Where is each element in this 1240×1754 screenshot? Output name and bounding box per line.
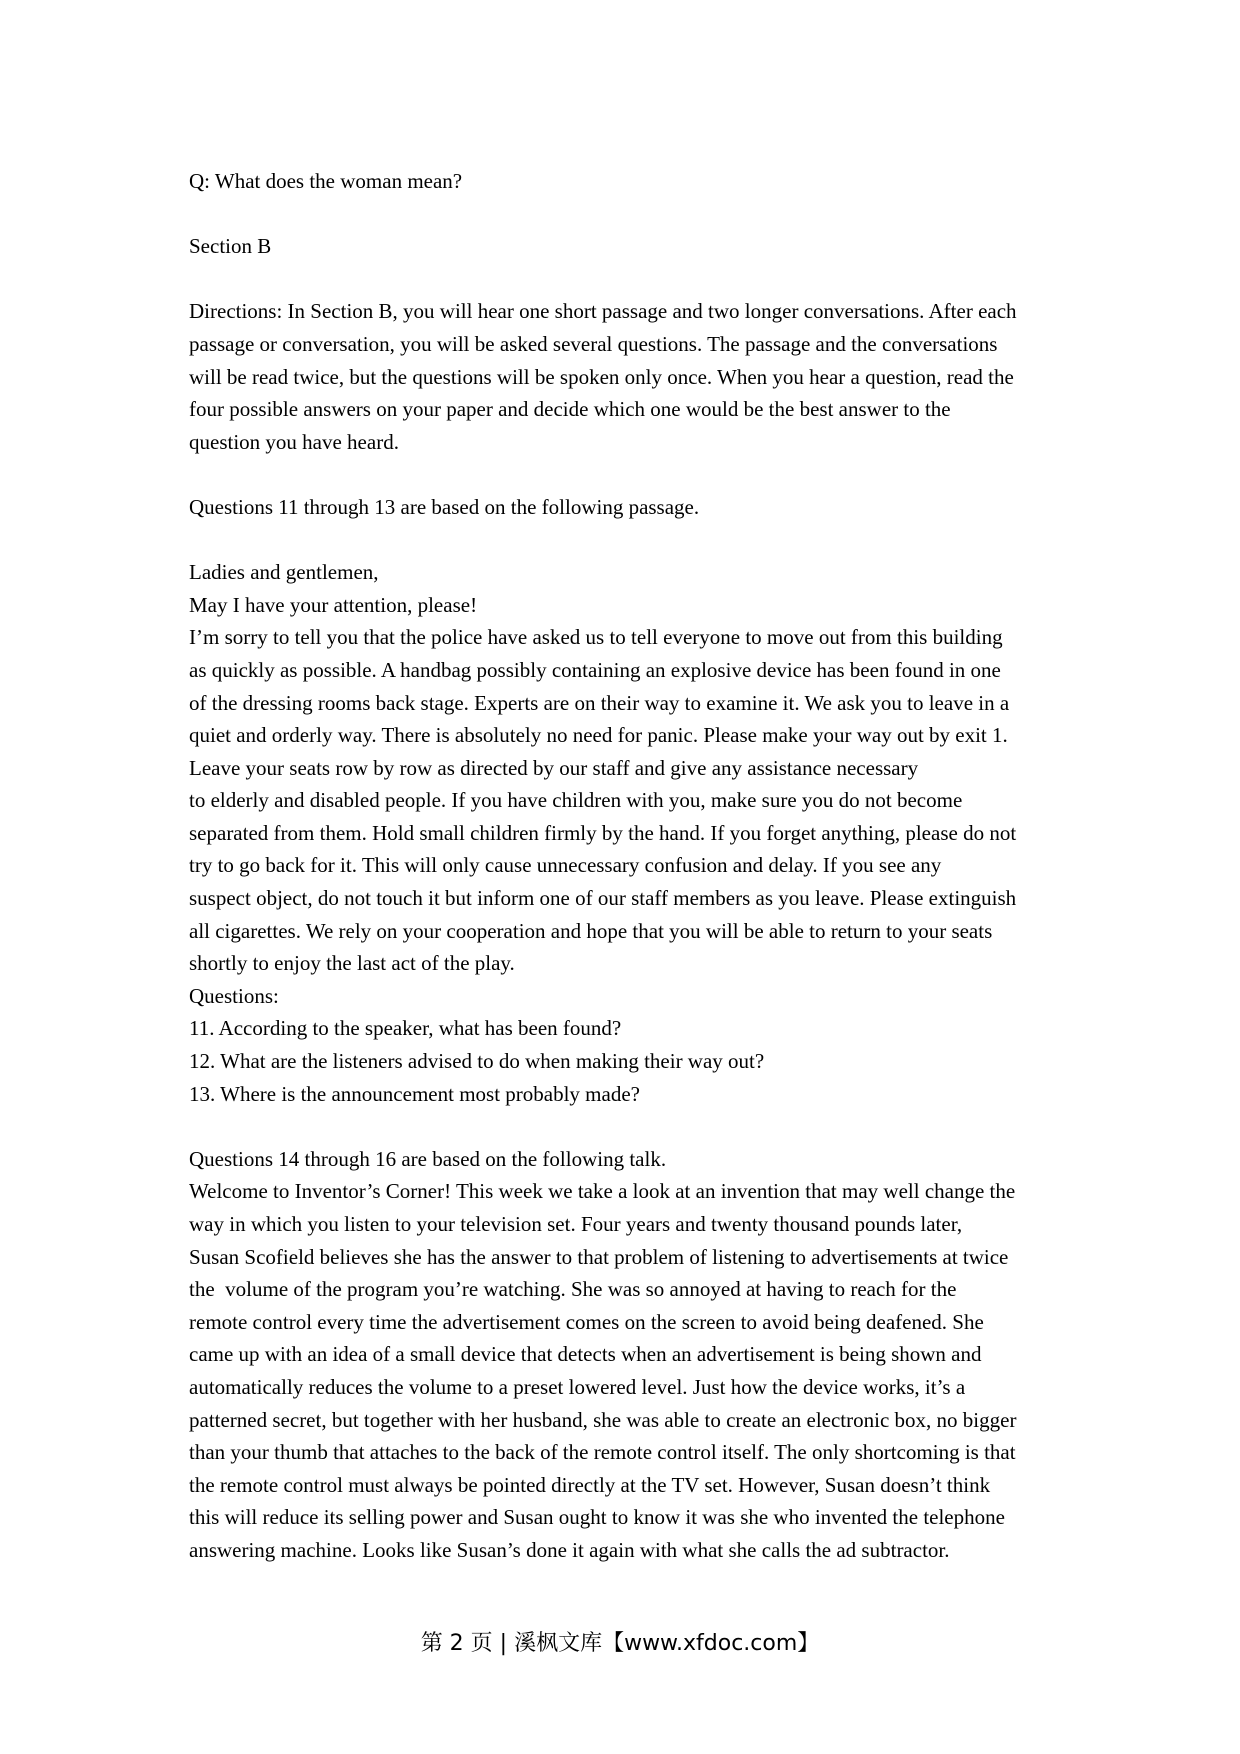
- passage-line: Ladies and gentlemen,: [189, 560, 379, 585]
- passage-line: separated from them. Hold small children firmly by the hand. If you forget anything, please do not: [189, 820, 1017, 845]
- passage-line: of the dressing rooms back stage. Experts are on their way to examine it. We ask you to leave in a: [189, 690, 1010, 715]
- directions-line: Directions: In Section B, you will hear one short passage and two longer conversations. After each: [189, 299, 1017, 324]
- passage-line: I’m sorry to tell you that the police have asked us to tell everyone to move out from this building: [189, 625, 1003, 650]
- directions-line: four possible answers on your paper and decide which one would be the best answer to the: [189, 397, 951, 422]
- passage-line: as quickly as possible. A handbag possibly containing an explosive device has been found in one: [189, 657, 1001, 682]
- passage-line: than your thumb that attaches to the back of the remote control itself. The only shortcoming is that: [189, 1440, 1016, 1465]
- passage-line: quiet and orderly way. There is absolutely no need for panic. Please make your way out by exit 1.: [189, 723, 1008, 748]
- passage-line: try to go back for it. This will only cause unnecessary confusion and delay. If you see any: [189, 853, 942, 878]
- directions-line: question you have heard.: [189, 429, 399, 454]
- questions-label: Questions:: [189, 983, 279, 1008]
- passage-line: Susan Scofield believes she has the answer to that problem of listening to advertisements at twice: [189, 1244, 1009, 1269]
- directions-line: will be read twice, but the questions will be spoken only once. When you hear a question, read the: [189, 364, 1014, 389]
- passage2-text: [189, 1143, 1069, 1567]
- passage-line: May I have your attention, please!: [189, 592, 478, 617]
- passage2-intro: Questions 14 through 16 are based on the following talk.: [189, 1146, 667, 1171]
- passage-line: shortly to enjoy the last act of the play.: [189, 951, 515, 976]
- passage-line: Leave your seats row by row as directed by our staff and give any assistance necessary: [189, 755, 919, 780]
- passage-line: this will reduce its selling power and Susan ought to know it was she who invented the telephone: [189, 1505, 1005, 1530]
- directions-line: passage or conversation, you will be asked several questions. The passage and the conversations: [189, 331, 998, 356]
- question-item: 11. According to the speaker, what has been found?: [189, 1016, 622, 1041]
- passage-line: answering machine. Looks like Susan’s done it again with what she calls the ad subtractor.: [189, 1537, 950, 1562]
- directions-paragraph: [189, 295, 1069, 458]
- question-item: 13. Where is the announcement most probably made?: [189, 1081, 640, 1106]
- passage-line: automatically reduces the volume to a preset lowered level. Just how the device works, it’s a: [189, 1374, 966, 1399]
- passage1-intro: Questions 11 through 13 are based on the following passage.: [189, 494, 700, 519]
- passage-line: the remote control must always be pointed directly at the TV set. However, Susan doesn’t think: [189, 1472, 991, 1497]
- section-title: Section B: [189, 234, 272, 259]
- page-footer: 第 2 页 | 溪枫文库【www.xfdoc.com】: [420, 1631, 820, 1656]
- passage-line: came up with an idea of a small device that detects when an advertisement is being shown and: [189, 1342, 982, 1367]
- passage-line: Welcome to Inventor’s Corner! This week we take a look at an invention that may well change the: [189, 1179, 1016, 1204]
- passage-line: suspect object, do not touch it but inform one of our staff members as you leave. Please extinguish: [189, 886, 1017, 911]
- passage-line: way in which you listen to your television set. Four years and twenty thousand pounds later,: [189, 1212, 963, 1236]
- question-item: 12. What are the listeners advised to do when making their way out?: [189, 1049, 765, 1074]
- passage-line: the volume of the program you’re watching. She was so annoyed at having to reach for the: [189, 1277, 957, 1302]
- passage-line: all cigarettes. We rely on your cooperation and hope that you will be able to return to your seats: [189, 918, 993, 943]
- question-line: Q: What does the woman mean?: [189, 169, 463, 193]
- passage-line: to elderly and disabled people. If you have children with you, make sure you do not become: [189, 788, 963, 813]
- document-body: [189, 165, 1069, 1567]
- passage-line: patterned secret, but together with her husband, she was able to create an electronic box, no bigger: [189, 1407, 1017, 1432]
- passage1-text: [189, 556, 1069, 1110]
- passage-line: remote control every time the advertisement comes on the screen to avoid being deafened. She: [189, 1309, 984, 1334]
